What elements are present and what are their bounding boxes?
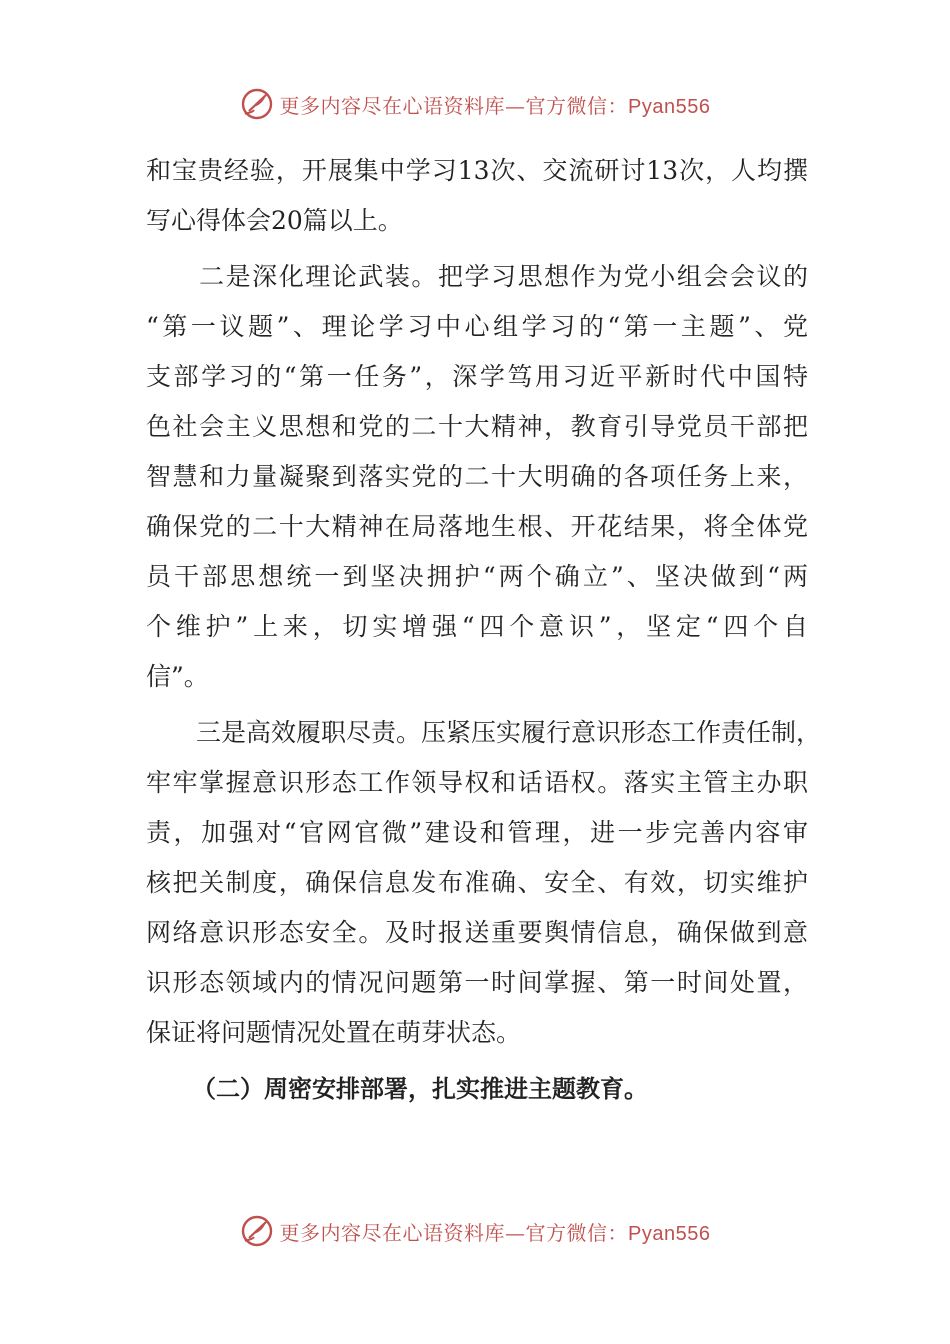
- text-line: 核把关制度，确保信息发布准确、安全、有效，切实维护: [146, 868, 808, 897]
- paragraph-3: [146, 708, 822, 1058]
- text-line: 确保党的二十大精神在局落地生根、开花结果，将全体党: [146, 512, 808, 541]
- text-line: 保证将问题情况处置在萌芽状态。: [146, 1018, 522, 1047]
- text-line: 支部学习的“第一任务”，深学笃用习近平新时代中国特: [146, 362, 808, 391]
- watermark-text: 更多内容尽在心语资料库—官方微信：Pyan556: [279, 93, 711, 118]
- paragraph-2: [146, 252, 808, 702]
- watermark-handle: Pyan556: [628, 95, 711, 118]
- text-line: 色社会主义思想和党的二十大精神，教育引导党员干部把: [146, 412, 808, 441]
- text-line: 写心得体会20篇以上。: [146, 206, 403, 235]
- watermark-text: 更多内容尽在心语资料库—官方微信：Pyan556: [279, 1220, 711, 1245]
- text-line: 识形态领域内的情况问题第一时间掌握、第一时间处置，: [146, 968, 808, 997]
- footer-watermark: [0, 1211, 950, 1251]
- text-line: 责，加强对“官网官微”建设和管理，进一步完善内容审: [146, 818, 808, 847]
- watermark-handle: Pyan556: [628, 1222, 711, 1245]
- quill-logo-icon: [240, 87, 274, 121]
- text-line: 信”。: [146, 662, 209, 691]
- quill-logo-icon: [240, 1214, 274, 1248]
- text-line: 网络意识形态安全。及时报送重要舆情信息，确保做到意: [146, 918, 808, 947]
- header-watermark: [0, 84, 950, 124]
- paragraph-1: [146, 146, 808, 246]
- document-body: [146, 146, 822, 1114]
- text-line: 牢牢掌握意识形态工作领导权和话语权。落实主管主办职: [146, 768, 808, 797]
- text-line: 二是深化理论武装。把学习思想作为党小组会会议的: [146, 262, 808, 291]
- text-line: 三是高效履职尽责。压紧压实履行意识形态工作责任制，: [146, 718, 822, 747]
- text-line: 智慧和力量凝聚到落实党的二十大明确的各项任务上来，: [146, 462, 808, 491]
- text-line: 和宝贵经验，开展集中学习13次、交流研讨13次，人均撰: [146, 156, 808, 185]
- text-line: 个维护”上来，切实增强“四个意识”，坚定“四个自: [146, 612, 808, 641]
- section-heading: （二）周密安排部署，扎实推进主题教育。: [192, 1075, 648, 1103]
- text-line: 员干部思想统一到坚决拥护“两个确立”、坚决做到“两: [146, 562, 808, 591]
- text-line: “第一议题”、理论学习中心组学习的“第一主题”、党: [146, 312, 808, 341]
